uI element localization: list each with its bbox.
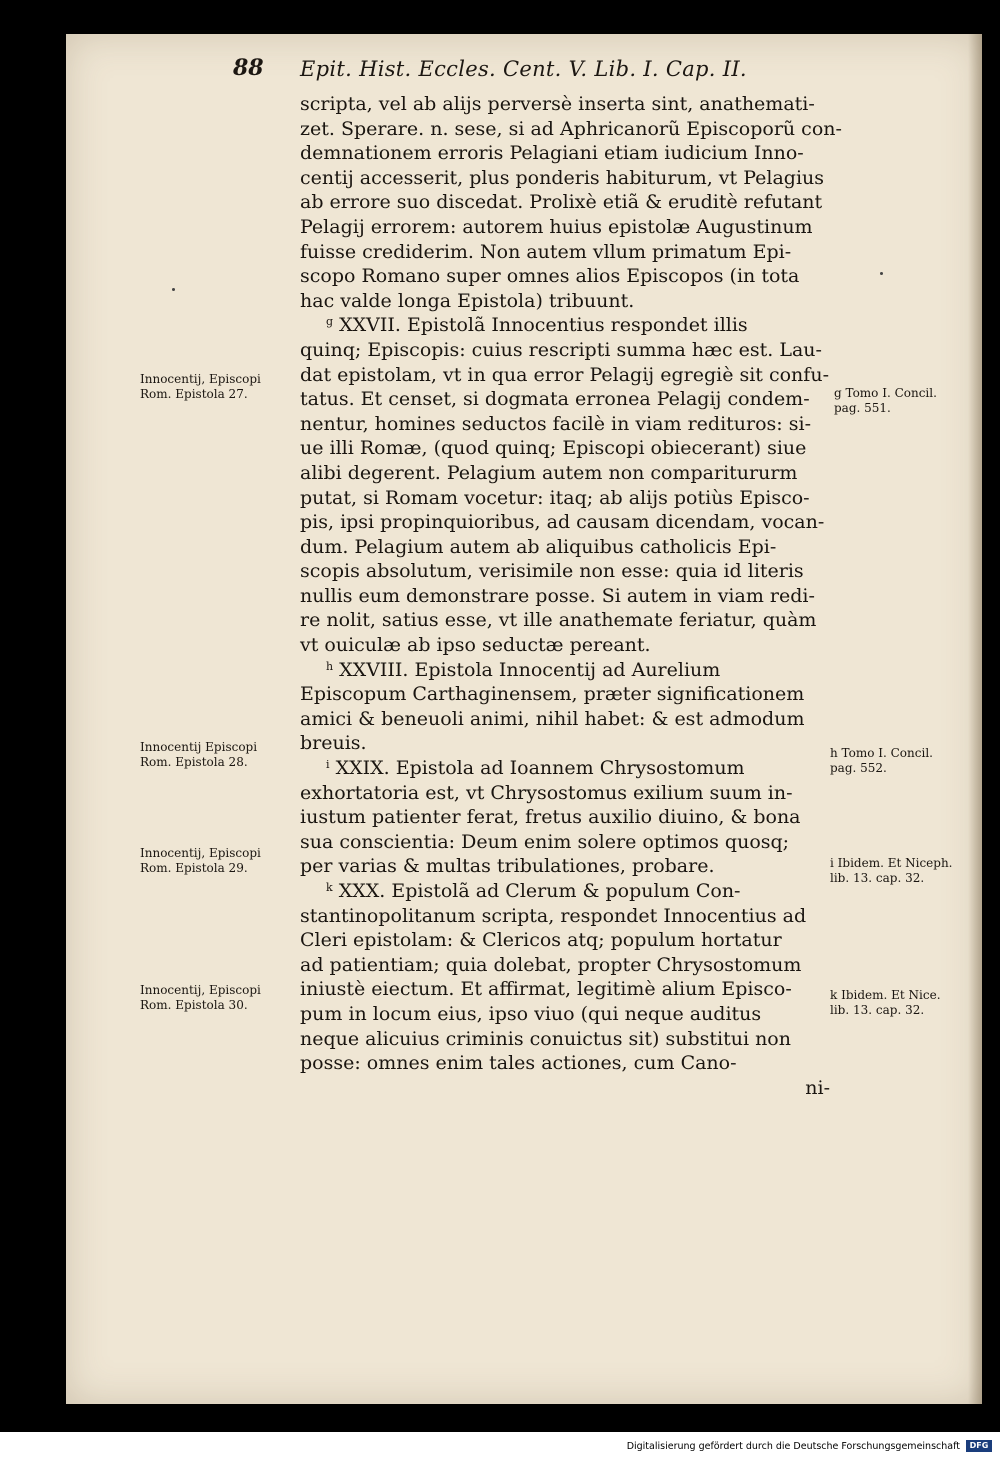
main-text-block <box>300 92 842 1100</box>
text-line: dat epistolam, vt in qua error Pelagij egregiè sit confu- <box>300 363 829 386</box>
note-mark-h: h <box>326 659 334 673</box>
text-line: demnationem erroris Pelagiani etiam iudicium Inno- <box>300 142 804 165</box>
text-line: Cleri epistolam: & Clericos atq; populum hortatur <box>300 929 782 952</box>
paragraph-start-27 <box>300 313 830 338</box>
text-line: ad patientiam; quia dolebat, propter Chrysostomum <box>300 953 802 976</box>
text-line: nullis eum demonstrare posse. Si autem in viam redi- <box>300 584 815 607</box>
text-line: quinq; Episcopis: cuius rescripti summa hæc est. Lau- <box>300 338 822 361</box>
text-line: amici & beneuoli animi, nihil habet: & est admodum <box>300 707 805 730</box>
funding-credit: Digitalisierung gefördert durch die Deutsche Forschungsgemeinschaft <box>626 1441 960 1452</box>
ink-speck <box>172 288 175 291</box>
text-line: per varias & multas tribulationes, probare. <box>300 855 715 878</box>
text-line: exhortatoria est, vt Chrysostomus exilium suum in- <box>300 781 793 804</box>
catchword: ni- <box>805 1076 830 1099</box>
ink-speck <box>880 272 883 275</box>
text-line: centij accesserit, plus ponderis habiturum, vt Pelagius <box>300 166 825 189</box>
text-line: ab errore suo discedat. Prolixè etiã & eruditè refutant <box>300 191 823 214</box>
text-line: scopis absolutum, verisimile non esse: quia id literis <box>300 560 804 583</box>
text-line: fuisse crediderim. Non autem vllum primatum Epi- <box>300 240 792 263</box>
text-line: nentur, homines seductos facilè in viam redituros: si- <box>300 412 811 435</box>
text-line: dum. Pelagium autem ab aliquibus catholicis Epi- <box>300 535 777 558</box>
right-margin-note: g Tomo I. Concil. pag. 551. <box>834 386 937 415</box>
left-margin-note: Innocentij, Episcopi Rom. Epistola 27. <box>140 372 261 401</box>
text-line: pum in locum eius, ipso viuo (qui neque auditus <box>300 1002 762 1025</box>
text-line: XXVIII. Epistola Innocentij ad Aurelium <box>339 658 721 681</box>
text-line: scripta, vel ab alijs perversè inserta sint, anathemati- <box>300 93 815 115</box>
note-mark-g: g <box>326 315 334 329</box>
text-line: putat, si Romam vocetur: itaq; ab alijs potiùs Episco- <box>300 486 810 509</box>
text-line: alibi degerent. Pelagium autem non comparitururm <box>300 461 798 484</box>
text-line: breuis. <box>300 732 367 755</box>
text-line: zet. Sperare. n. sese, si ad Aphricanorũ Episcoporũ con- <box>300 117 842 140</box>
text-line: iustum patienter ferat, fretus auxilio diuino, & bona <box>300 806 801 829</box>
paragraph-start-29 <box>300 756 830 781</box>
text-line: stantinopolitanum scripta, respondet Innocentius ad <box>300 904 807 927</box>
page-number: 88 <box>233 55 264 81</box>
text-line: Episcopum Carthaginensem, præter significationem <box>300 683 805 706</box>
running-title: Epit. Hist. Eccles. Cent. V. Lib. I. Cap. II. <box>300 57 747 81</box>
text-line: sua conscientia: Deum enim solere optimos quosq; <box>300 830 790 853</box>
text-line: posse: omnes enim tales actiones, cum Cano- <box>300 1052 737 1075</box>
text-line: iniustè eiectum. Et affirmat, legitimè alium Episco- <box>300 978 792 1001</box>
note-mark-i: i <box>326 758 330 772</box>
text-line: pis, ipsi propinquioribus, ad causam dicendam, vocan- <box>300 511 825 534</box>
left-margin-note: Innocentij, Episcopi Rom. Epistola 29. <box>140 846 261 875</box>
right-margin-note: h Tomo I. Concil. pag. 552. <box>830 746 933 775</box>
right-margin-note: i Ibidem. Et Niceph. lib. 13. cap. 32. <box>830 856 953 885</box>
note-mark-k: k <box>326 881 333 894</box>
left-margin-note: Innocentij Episcopi Rom. Epistola 28. <box>140 740 258 769</box>
left-margin-note: Innocentij, Episcopi Rom. Epistola 30. <box>140 983 261 1012</box>
text-line: tatus. Et censet, si dogmata erronea Pelagij condem- <box>300 388 810 411</box>
text-line: hac valde longa Epistola) tribuunt. <box>300 289 635 312</box>
text-line: XXVII. Epistolã Innocentius respondet illis <box>339 314 748 337</box>
text-line: ue illi Romæ, (quod quinq; Episcopi obiecerant) siue <box>300 437 807 460</box>
text-line: XXIX. Epistola ad Ioannem Chrysostomum <box>335 757 745 780</box>
right-margin-note: k Ibidem. Et Nice. lib. 13. cap. 32. <box>830 988 941 1017</box>
text-line: scopo Romano super omnes alios Episcopos (in tota <box>300 265 800 288</box>
footer-bar <box>0 1432 1000 1459</box>
text-line: vt ouiculæ ab ipso seductæ pereant. <box>300 634 651 657</box>
text-line: Pelagij errorem: autorem huius epistolæ Augustinum <box>300 215 813 238</box>
text-line: XXX. Epistolã ad Clerum & populum Con- <box>338 880 741 902</box>
paragraph-start-30 <box>300 879 830 904</box>
paragraph-start-28 <box>300 658 830 683</box>
text-line: re nolit, satius esse, vt ille anathemate feriatur, quàm <box>300 609 817 632</box>
text-line: neque alicuius criminis conuictus sit) substitui non <box>300 1027 791 1050</box>
dfg-logo: DFG <box>966 1440 992 1452</box>
